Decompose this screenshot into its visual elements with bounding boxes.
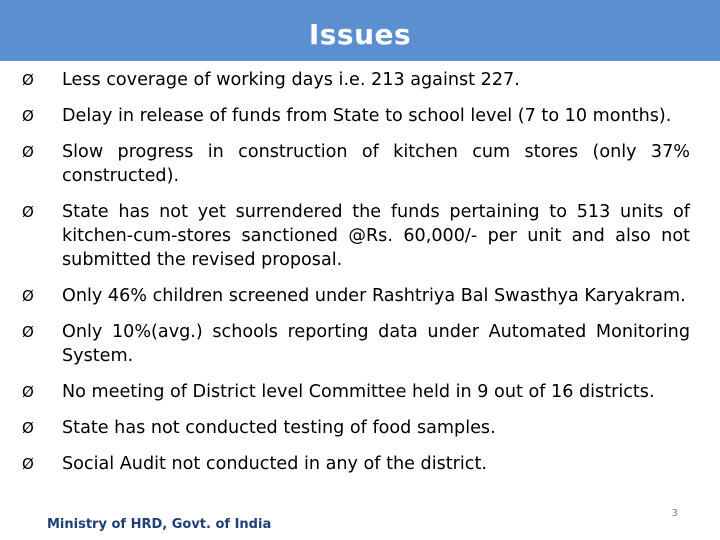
arrow-bullet-icon: Ø <box>22 383 34 401</box>
bullet-item <box>22 452 690 476</box>
arrow-bullet-icon: Ø <box>22 419 34 437</box>
bullet-item <box>22 140 690 188</box>
bullet-item <box>22 104 690 128</box>
arrow-bullet-icon: Ø <box>22 71 34 89</box>
arrow-bullet-icon: Ø <box>22 323 34 341</box>
bullet-text: Only 10%(avg.) schools reporting data under Automated Monitoring System. <box>62 322 690 366</box>
bullet-item <box>22 284 690 308</box>
bullet-item <box>22 416 690 440</box>
bullet-item <box>22 380 690 404</box>
bullet-text: State has not yet surrendered the funds pertaining to 513 units of kitchen-cum-stores sanctioned @Rs. 60,000/- per unit and also not submitted the revised proposal. <box>62 202 690 270</box>
arrow-bullet-icon: Ø <box>22 203 34 221</box>
slide-title: Issues <box>308 18 412 51</box>
arrow-bullet-icon: Ø <box>22 107 34 125</box>
bullet-text: Less coverage of working days i.e. 213 against 227. <box>62 70 520 90</box>
arrow-bullet-icon: Ø <box>22 455 34 473</box>
bullet-text: Slow progress in construction of kitchen cum stores (only 37% constructed). <box>62 142 690 186</box>
bullet-text: No meeting of District level Committee held in 9 out of 16 districts. <box>62 382 655 402</box>
page-number: 3 <box>671 508 678 519</box>
bullet-list <box>22 68 690 476</box>
arrow-bullet-icon: Ø <box>22 143 34 161</box>
bullet-text: State has not conducted testing of food samples. <box>62 418 496 438</box>
title-bar <box>0 0 720 61</box>
footer-text: Ministry of HRD, Govt. of India <box>47 517 272 532</box>
bullet-item <box>22 200 690 272</box>
bullet-text: Only 46% children screened under Rashtriya Bal Swasthya Karyakram. <box>62 286 686 306</box>
bullet-item <box>22 68 690 92</box>
bullet-text: Delay in release of funds from State to school level (7 to 10 months). <box>62 106 672 126</box>
bullet-item <box>22 320 690 368</box>
bullet-text: Social Audit not conducted in any of the district. <box>62 454 487 474</box>
arrow-bullet-icon: Ø <box>22 287 34 305</box>
